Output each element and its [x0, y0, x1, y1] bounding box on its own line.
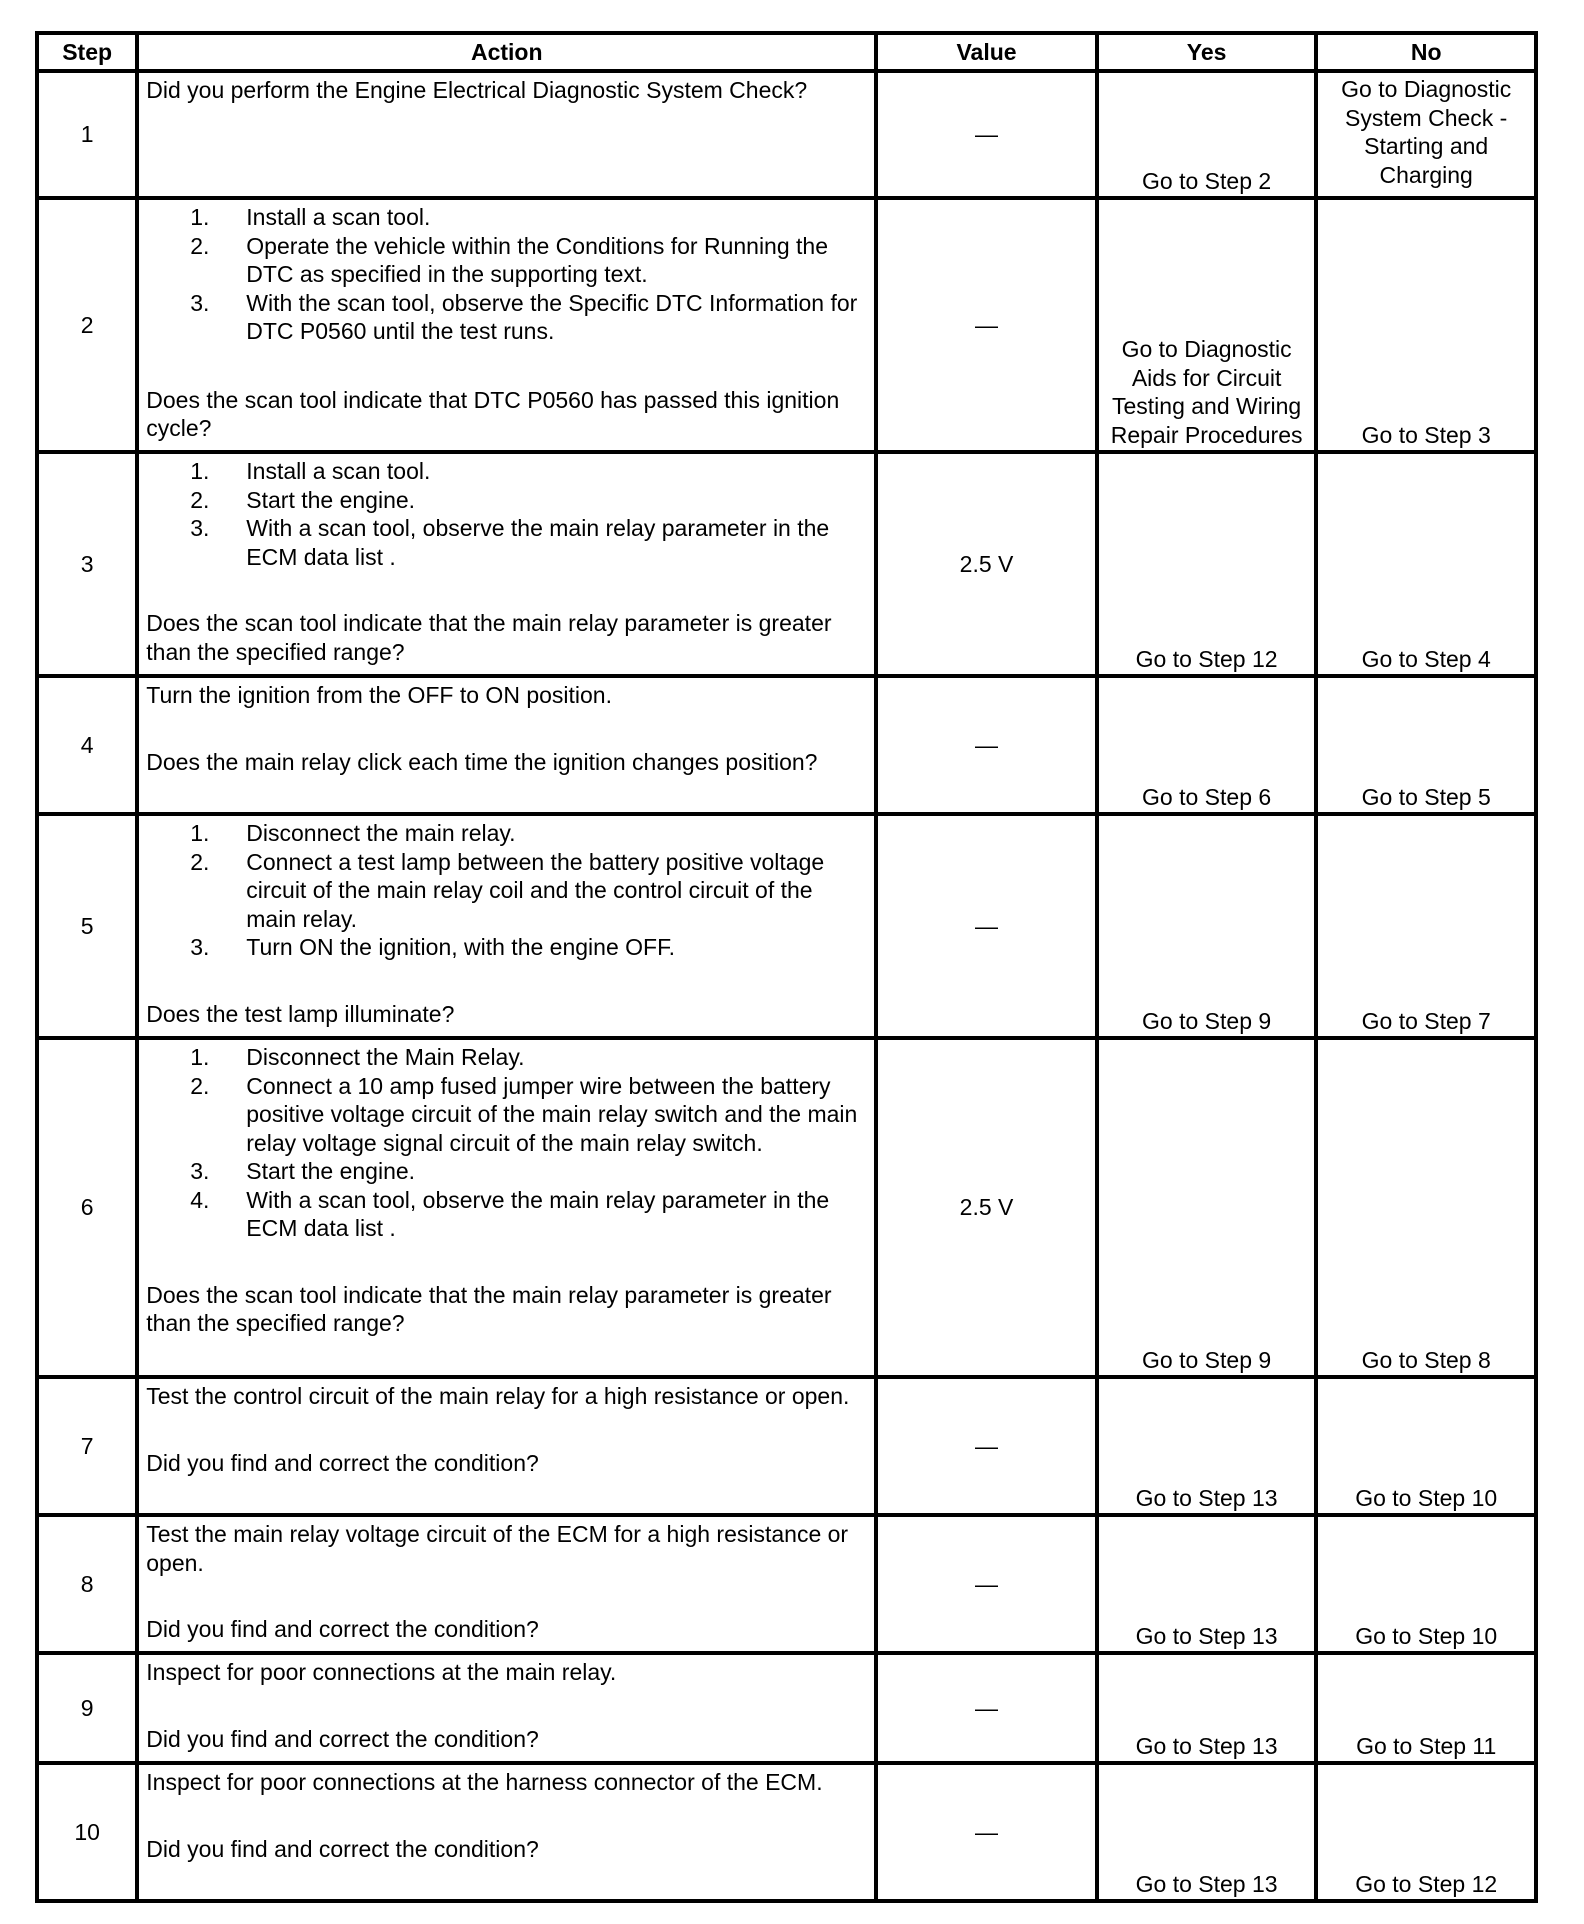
list-item [146, 289, 862, 346]
action-question: Does the scan tool indicate that DTC P0560 has passed this ignition cycle? [146, 386, 840, 441]
step-number: 10 [37, 1763, 137, 1901]
list-text: Connect a test lamp between the battery positive voltage circuit of the main relay coil and the control circuit of the main relay. [246, 848, 825, 932]
value-cell: 2.5 V [876, 1038, 1097, 1377]
step-number: 7 [37, 1377, 137, 1515]
table-row [37, 1653, 1536, 1763]
no-cell: Go to Step 11 [1316, 1653, 1536, 1763]
list-item [146, 203, 862, 232]
value-cell: — [876, 1653, 1097, 1763]
list-text: With the scan tool, observe the Specific DTC Information for DTC P0560 until the test runs. [246, 289, 858, 344]
no-cell: Go to Step 10 [1316, 1515, 1536, 1653]
step-number: 2 [37, 198, 137, 452]
yes-cell: Go to Step 9 [1097, 814, 1317, 1038]
action-text: Test the control circuit of the main relay for a high resistance or open. [146, 1383, 850, 1409]
list-item [146, 232, 862, 289]
value-cell: — [876, 1515, 1097, 1653]
table-row [37, 1377, 1536, 1515]
action-cell [137, 814, 876, 1038]
table-row [37, 1038, 1536, 1377]
list-item [146, 514, 862, 571]
action-list [146, 457, 862, 571]
action-question: Did you find and correct the condition? [146, 1616, 539, 1642]
list-number: 4. [190, 1186, 210, 1213]
yes-cell: Go to Step 9 [1097, 1038, 1317, 1377]
table-row [37, 71, 1536, 198]
action-question: Does the main relay click each time the ignition changes position? [146, 748, 818, 775]
yes-cell: Go to Step 12 [1097, 452, 1317, 676]
table-row [37, 198, 1536, 452]
yes-cell: Go to Step 2 [1097, 71, 1317, 198]
table-row [37, 1515, 1536, 1653]
list-number: 3. [190, 289, 210, 316]
header-row [37, 33, 1536, 71]
action-cell [137, 1515, 876, 1653]
table-row [37, 1763, 1536, 1901]
action-text: Turn the ignition from the OFF to ON position. [146, 682, 612, 708]
step-number: 5 [37, 814, 137, 1038]
list-number: 3. [190, 934, 210, 960]
no-cell: Go to Step 4 [1316, 452, 1536, 676]
action-cell [137, 676, 876, 814]
list-text: With a scan tool, observe the main relay parameter in the ECM data list . [246, 1186, 830, 1241]
action-question: Did you find and correct the condition? [146, 1835, 539, 1862]
action-question: Did you find and correct the condition? [146, 1449, 539, 1476]
value-cell: — [876, 676, 1097, 814]
list-text: Install a scan tool. [246, 458, 431, 484]
diagnostic-table-container [35, 31, 1538, 1903]
header-action: Action [137, 33, 876, 71]
step-number: 1 [37, 71, 137, 198]
value-cell: — [876, 814, 1097, 1038]
list-number: 2. [190, 232, 210, 259]
action-cell [137, 71, 876, 198]
action-question: Did you find and correct the condition? [146, 1725, 539, 1752]
list-number: 3. [190, 1158, 210, 1184]
table-row [37, 814, 1536, 1038]
list-item [146, 457, 862, 486]
table-row [37, 452, 1536, 676]
list-number: 2. [190, 848, 210, 875]
list-item [146, 1072, 862, 1158]
list-text: Install a scan tool. [246, 204, 431, 230]
list-item [146, 1186, 862, 1243]
no-cell: Go to Diagnostic System Check - Starting and Charging [1316, 71, 1536, 198]
value-cell: — [876, 71, 1097, 198]
step-number: 9 [37, 1653, 137, 1763]
step-number: 3 [37, 452, 137, 676]
no-cell: Go to Step 7 [1316, 814, 1536, 1038]
no-cell: Go to Step 8 [1316, 1038, 1536, 1377]
action-text: Test the main relay voltage circuit of the ECM for a high resistance or open. [146, 1521, 849, 1576]
no-cell: Go to Step 10 [1316, 1377, 1536, 1515]
action-question: Does the scan tool indicate that the main relay parameter is greater than the specified range? [146, 610, 832, 665]
action-text: Did you perform the Engine Electrical Diagnostic System Check? [146, 77, 808, 103]
list-number: 1. [190, 1044, 210, 1070]
action-question: Does the scan tool indicate that the main relay parameter is greater than the specified range? [146, 1281, 832, 1336]
list-item [146, 486, 862, 515]
value-cell: 2.5 V [876, 452, 1097, 676]
no-cell: Go to Step 12 [1316, 1763, 1536, 1901]
yes-cell: Go to Step 13 [1097, 1377, 1317, 1515]
list-number: 1. [190, 458, 210, 484]
step-number: 6 [37, 1038, 137, 1377]
list-text: Disconnect the main relay. [246, 820, 516, 846]
step-number: 4 [37, 676, 137, 814]
list-text: With a scan tool, observe the main relay parameter in the ECM data list . [246, 515, 830, 570]
action-cell [137, 1763, 876, 1901]
list-number: 2. [190, 486, 210, 513]
action-list [146, 1043, 862, 1243]
yes-cell: Go to Step 13 [1097, 1515, 1317, 1653]
value-cell: — [876, 1763, 1097, 1901]
header-value: Value [876, 33, 1097, 71]
action-cell [137, 1038, 876, 1377]
yes-cell: Go to Diagnostic Aids for Circuit Testing and Wiring Repair Procedures [1097, 198, 1317, 452]
list-number: 1. [190, 820, 210, 846]
list-text: Disconnect the Main Relay. [246, 1044, 525, 1070]
action-text: Inspect for poor connections at the harness connector of the ECM. [146, 1769, 823, 1795]
action-cell [137, 1653, 876, 1763]
list-item [146, 1157, 862, 1186]
list-number: 2. [190, 1072, 210, 1099]
list-text: Start the engine. [246, 486, 416, 513]
list-item [146, 1043, 862, 1072]
list-text: Operate the vehicle within the Conditions for Running the DTC as specified in the supporting text. [246, 232, 829, 287]
diagnostic-table [35, 31, 1538, 1903]
value-cell: — [876, 1377, 1097, 1515]
yes-cell: Go to Step 6 [1097, 676, 1317, 814]
action-cell [137, 198, 876, 452]
list-number: 3. [190, 515, 210, 541]
action-question: Does the test lamp illuminate? [146, 1000, 455, 1027]
header-step: Step [37, 33, 137, 71]
yes-cell: Go to Step 13 [1097, 1763, 1317, 1901]
list-text: Start the engine. [246, 1158, 416, 1184]
action-cell [137, 1377, 876, 1515]
list-text: Connect a 10 amp fused jumper wire between the battery positive voltage circuit of the main relay switch and the main relay voltage signal circuit of the main relay switch. [246, 1072, 858, 1156]
list-text: Turn ON the ignition, with the engine OFF. [246, 934, 675, 960]
action-text: Inspect for poor connections at the main relay. [146, 1659, 617, 1685]
no-cell: Go to Step 5 [1316, 676, 1536, 814]
header-yes: Yes [1097, 33, 1317, 71]
action-cell [137, 452, 876, 676]
action-list [146, 819, 862, 962]
value-cell: — [876, 198, 1097, 452]
list-item [146, 933, 862, 962]
list-item [146, 819, 862, 848]
header-no: No [1316, 33, 1536, 71]
yes-cell: Go to Step 13 [1097, 1653, 1317, 1763]
table-row [37, 676, 1536, 814]
no-cell: Go to Step 3 [1316, 198, 1536, 452]
step-number: 8 [37, 1515, 137, 1653]
list-item [146, 848, 862, 934]
action-list [146, 203, 862, 346]
list-number: 1. [190, 204, 210, 230]
